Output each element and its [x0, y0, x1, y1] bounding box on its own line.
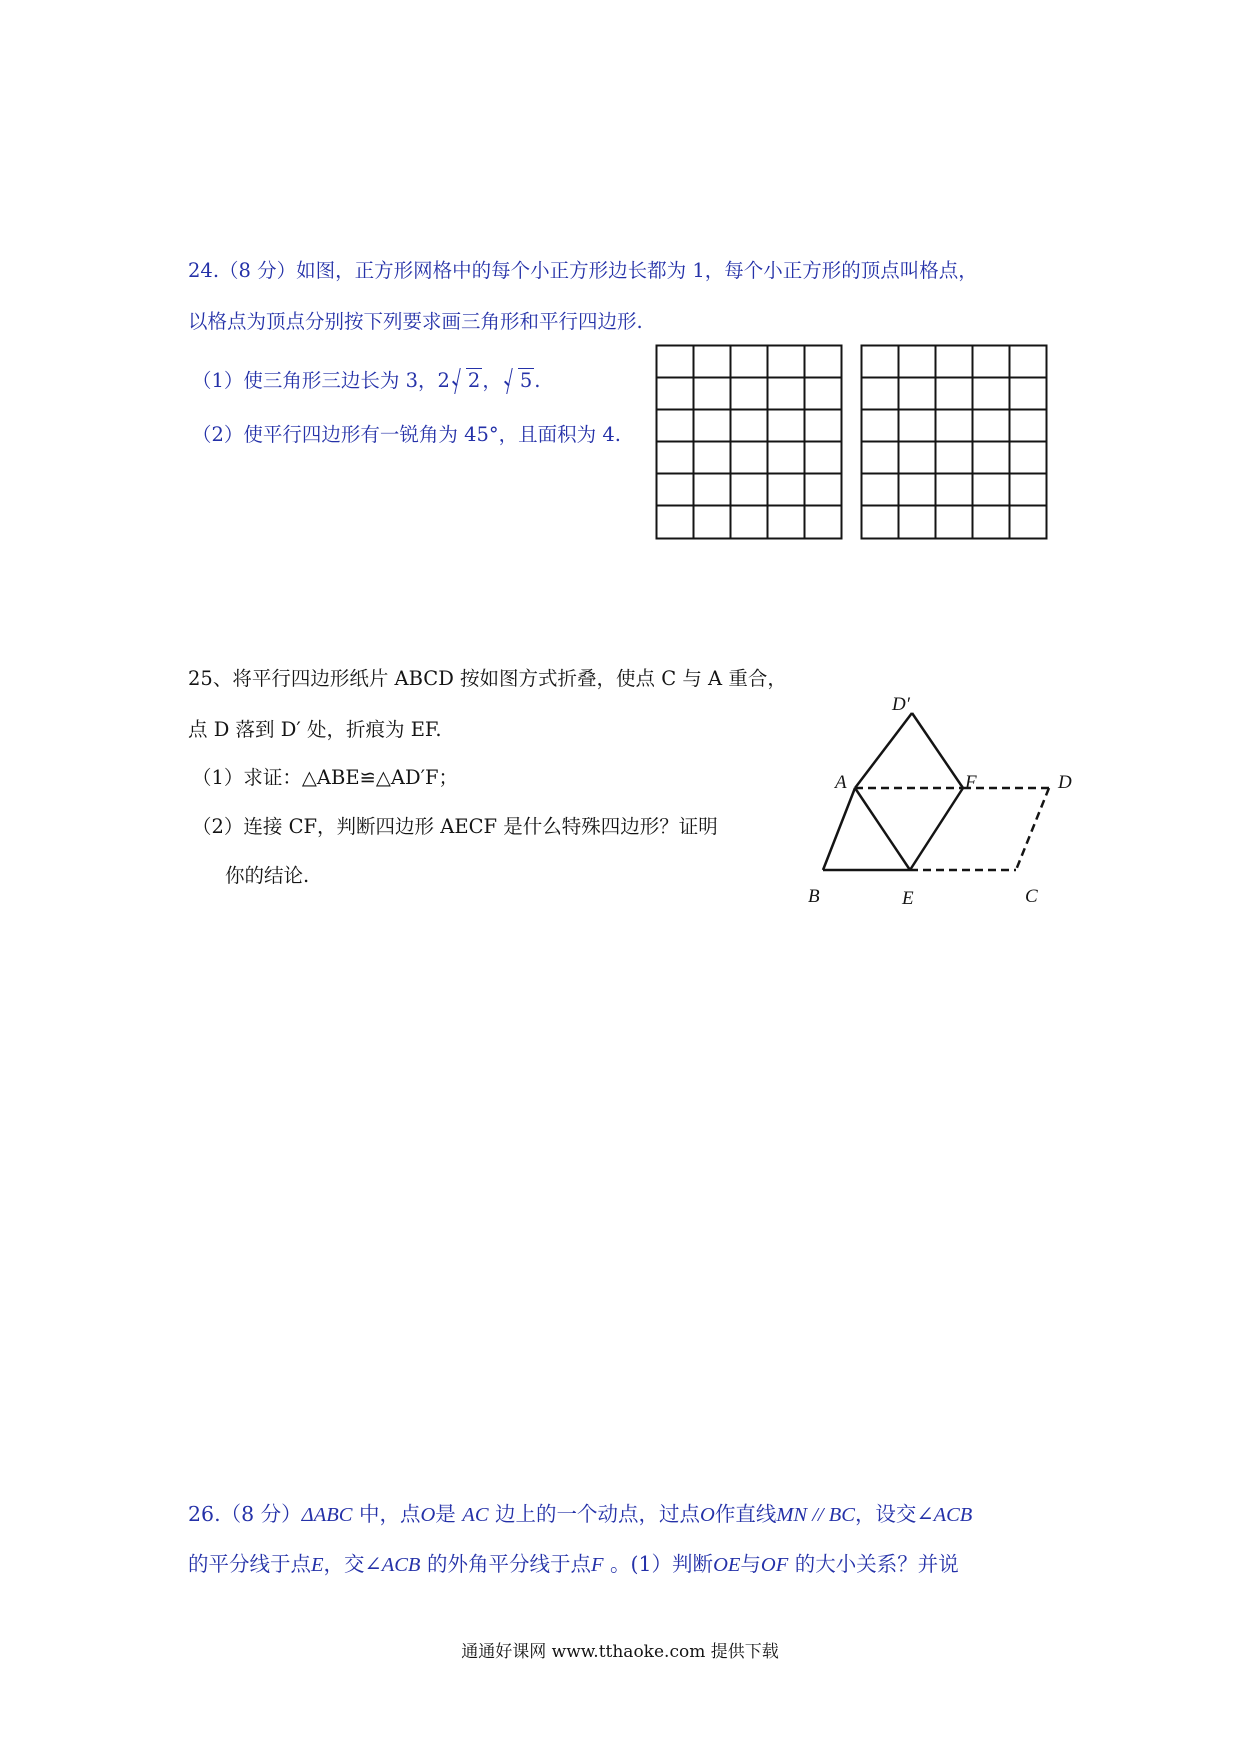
segment-dprime-f	[912, 713, 963, 788]
q25-sub1: （1）求证：△ABE≌△AD′F；	[192, 766, 459, 789]
dashed-d-c	[1016, 788, 1049, 870]
q24-sub2: （2）使平行四边形有一锐角为 45°，且面积为 4.	[192, 423, 621, 446]
page-footer: 通通好课网 www.tthaoke.com 提供下载	[461, 1642, 779, 1662]
q25-line1: 25、将平行四边形纸片 ABCD 按如图方式折叠，使点 C 与 A 重合，	[188, 667, 787, 690]
q24-sub1-end: .	[534, 369, 541, 392]
q24-line2: 以格点为顶点分别按下列要求画三角形和平行四边形.	[188, 310, 643, 333]
q26-l1-l: ∠ACB	[916, 1504, 973, 1526]
square-grid-right	[860, 344, 1050, 542]
q26-l1-k: ，设交	[854, 1502, 917, 1526]
label-b: B	[808, 886, 820, 907]
q26-l1-d: O	[420, 1504, 436, 1526]
q26-l2-a: 的平分线于点	[188, 1552, 311, 1576]
sqrt-symbol	[452, 368, 482, 394]
q24-sub1-sep: ，	[482, 369, 502, 392]
q26-line1	[188, 1501, 972, 1528]
q26-line2	[188, 1551, 959, 1578]
segment-a-dprime	[855, 713, 912, 788]
label-dprime: D′	[892, 694, 910, 715]
q26-l1-h: O	[700, 1504, 715, 1526]
q26-l1-j: MN // BC	[776, 1504, 855, 1526]
label-d: D	[1058, 772, 1072, 793]
label-f: F	[965, 772, 977, 793]
q26-l1-e: 是	[435, 1502, 456, 1526]
q26-l2-g: 。(1）判断	[603, 1552, 714, 1576]
q26-l2-d: ∠ACB	[364, 1554, 421, 1576]
q24-sub1	[192, 368, 540, 394]
q26-l1-i: 作直线	[714, 1502, 777, 1526]
q25-line2: 点 D 落到 D′ 处，折痕为 EF.	[188, 718, 442, 741]
q26-l1-a: 26.（8 分）	[188, 1502, 302, 1526]
label-a: A	[835, 772, 847, 793]
q25-sub2b: 你的结论.	[225, 864, 310, 887]
q26-l2-h: OE	[713, 1554, 741, 1576]
q26-l1-g: 边上的一个动点，过点	[488, 1502, 701, 1526]
segment-a-e	[855, 788, 910, 870]
folded-parallelogram-figure	[790, 690, 1100, 910]
q26-l2-c: ，交	[323, 1552, 365, 1576]
label-e: E	[902, 888, 914, 909]
q24-sub1-radicand1: 2	[467, 369, 481, 392]
q26-l2-b: E	[311, 1554, 324, 1576]
q24-sub1-prefix: （1）使三角形三边长为 3，2	[192, 369, 450, 392]
q26-l1-c: 中，点	[352, 1502, 421, 1526]
q25-sub2a: （2）连接 CF，判断四边形 AECF 是什么特殊四边形？证明	[192, 815, 718, 838]
q26-l1-b: ΔABC	[301, 1504, 353, 1526]
sqrt-symbol-2	[504, 368, 534, 394]
segment-e-f	[910, 788, 963, 870]
q26-l2-e: 的外角平分线于点	[420, 1552, 591, 1576]
segment-a-b	[823, 788, 855, 870]
q26-l2-k: 的大小关系？并说	[788, 1552, 959, 1576]
q24-sub1-radicand2: 5	[519, 369, 533, 392]
q24-line1: 24.（8 分）如图，正方形网格中的每个小正方形边长都为 1，每个小正方形的顶点叫格点，	[188, 259, 978, 282]
q26-l2-j: OF	[760, 1554, 789, 1576]
q26-l1-f: AC	[462, 1504, 489, 1526]
square-grid-left	[655, 344, 845, 542]
label-c: C	[1025, 886, 1038, 907]
q26-l2-f: F	[590, 1554, 604, 1576]
q26-l2-i: 与	[740, 1552, 761, 1576]
